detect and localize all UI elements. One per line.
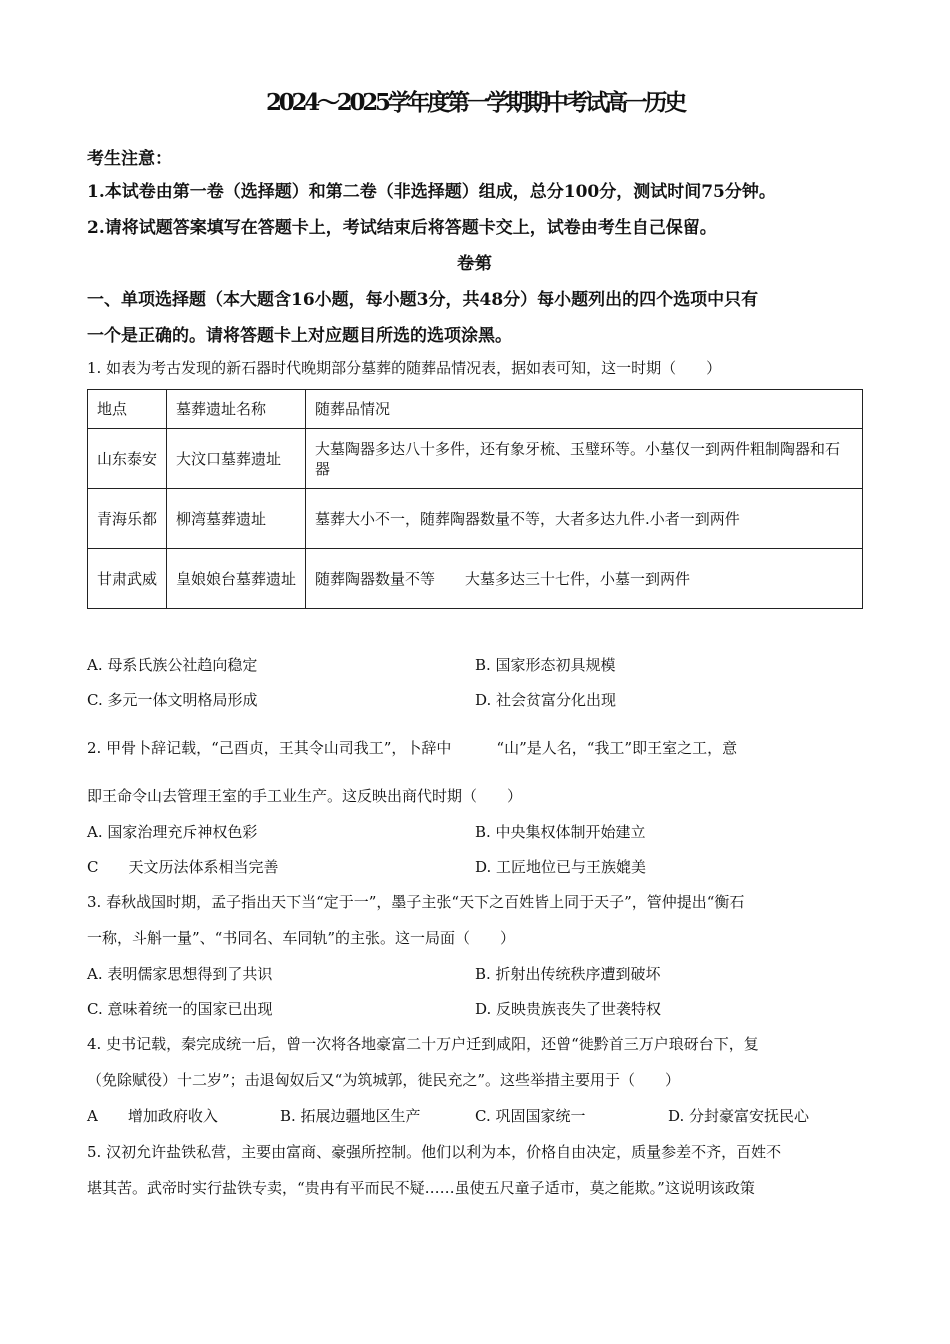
- q1-option-c: C. 多元一体文明格局形成: [87, 691, 258, 709]
- q3-stem-line1: 3. 春秋战国时期，孟子指出天下当“定于一”，墨子主张“天下之百姓皆上同于天子”，管仲提出“衡石: [87, 893, 745, 911]
- q4-stem-line2: （免除赋役）十二岁”；击退匈奴后又“为筑城郭，徙民充之”。这些举措主要用于（ ）: [87, 1071, 681, 1089]
- q1-stem: 1. 如表为考古发现的新石器时代晚期部分墓葬的随葬品情况表，据如表可知，这一时期（ ）: [87, 359, 722, 377]
- q5-stem-line2: 堪其苦。武帝时实行盐铁专卖，“贵冉有平而民不疑……虽使五尺童子适市，莫之能欺。”这说明该政策: [87, 1179, 755, 1197]
- q5-stem-line1: 5. 汉初允许盐铁私营，主要由富商、豪强所控制。他们以利为本，价格自由决定，质量参差不齐，百姓不: [87, 1143, 782, 1161]
- q3-option-b: B. 折射出传统秩序遭到破坏: [475, 965, 661, 983]
- table-cell: 大墓陶器多达八十多件，还有象牙梳、玉璧环等。小墓仅一到两件粗制陶器和石器: [306, 429, 863, 489]
- table-header-cell: 墓葬遗址名称: [167, 390, 306, 429]
- q4-option-b: B. 拓展边疆地区生产: [280, 1107, 421, 1125]
- q3-option-c: C. 意味着统一的国家已出现: [87, 1000, 273, 1018]
- notice-heading: 考生注意：: [87, 149, 172, 169]
- q4-option-d: D. 分封豪富安抚民心: [668, 1107, 810, 1125]
- q3-option-d: D. 反映贵族丧失了世袭特权: [475, 1000, 662, 1018]
- q2-stem-line2: 即王命令山去管理王室的手工业生产。这反映出商代时期（ ）: [87, 787, 523, 805]
- q1-option-a: A. 母系氏族公社趋向稳定: [87, 656, 258, 674]
- q3-option-a: A. 表明儒家思想得到了共识: [87, 965, 273, 983]
- table-cell: 皇娘娘台墓葬遗址: [167, 549, 306, 609]
- q2-option-b: B. 中央集权体制开始建立: [475, 823, 646, 841]
- table-header-row: [88, 390, 863, 429]
- table-cell: 青海乐都: [88, 489, 167, 549]
- q2-option-d: D. 工匠地位已与王族媲美: [475, 858, 647, 876]
- notice-item-2: 2.请将试题答案填写在答题卡上，考试结束后将答题卡交上，试卷由考生自己保留。: [87, 218, 717, 238]
- table-row: [88, 549, 863, 609]
- table-header-cell: 随葬品情况: [306, 390, 863, 429]
- table-cell: 柳湾墓葬遗址: [167, 489, 306, 549]
- q1-option-d: D. 社会贫富分化出现: [475, 691, 617, 709]
- q2-option-a: A. 国家治理充斥神权色彩: [87, 823, 258, 841]
- q1-option-b: B. 国家形态初具规模: [475, 656, 616, 674]
- q1-table: [87, 389, 863, 609]
- exam-title: 2024～2025学年度第一学期期中考试高一历史: [265, 89, 685, 116]
- table-cell: 山东泰安: [88, 429, 167, 489]
- q2-option-c: C 天文历法体系相当完善: [87, 858, 279, 876]
- table-cell: 随葬陶器数量不等 大墓多达三十七件，小墓一到两件: [306, 549, 863, 609]
- part1-instruction-line1: 一、单项选择题（本大题含16小题，每小题3分，共48分）每小题列出的四个选项中只有: [87, 290, 759, 310]
- section-title: [0, 249, 950, 274]
- table-row: [88, 489, 863, 549]
- table-cell: 甘肃武威: [88, 549, 167, 609]
- q3-stem-line2: 一称，斗斛一量”、“书同名、车同轨”的主张。这一局面（ ）: [87, 929, 516, 947]
- table-cell: 大汶口墓葬遗址: [167, 429, 306, 489]
- table-row: [88, 429, 863, 489]
- part1-instruction-line2: 一个是正确的。请将答题卡上对应题目所选的选项涂黑。: [87, 326, 512, 346]
- notice-item-1: 1.本试卷由第一卷（选择题）和第二卷（非选择题）组成，总分100分，测试时间75分钟。: [87, 182, 776, 202]
- table-cell: 墓葬大小不一，随葬陶器数量不等，大者多达九件.小者一到两件: [306, 489, 863, 549]
- q4-option-c: C. 巩固国家统一: [475, 1107, 586, 1125]
- q4-stem-line1: 4. 史书记载，秦完成统一后，曾一次将各地豪富二十万户迁到咸阳，还曾“徙黔首三万户琅砑台下，复: [87, 1035, 759, 1053]
- q4-option-a: A 增加政府收入: [87, 1107, 218, 1125]
- q2-stem-line1: 2. 甲骨卜辞记载，“己酉贞，王其令山司我工”，卜辞中 “山”是人名，“我工”即王室之工，意: [87, 739, 738, 757]
- table-header-cell: 地点: [88, 390, 167, 429]
